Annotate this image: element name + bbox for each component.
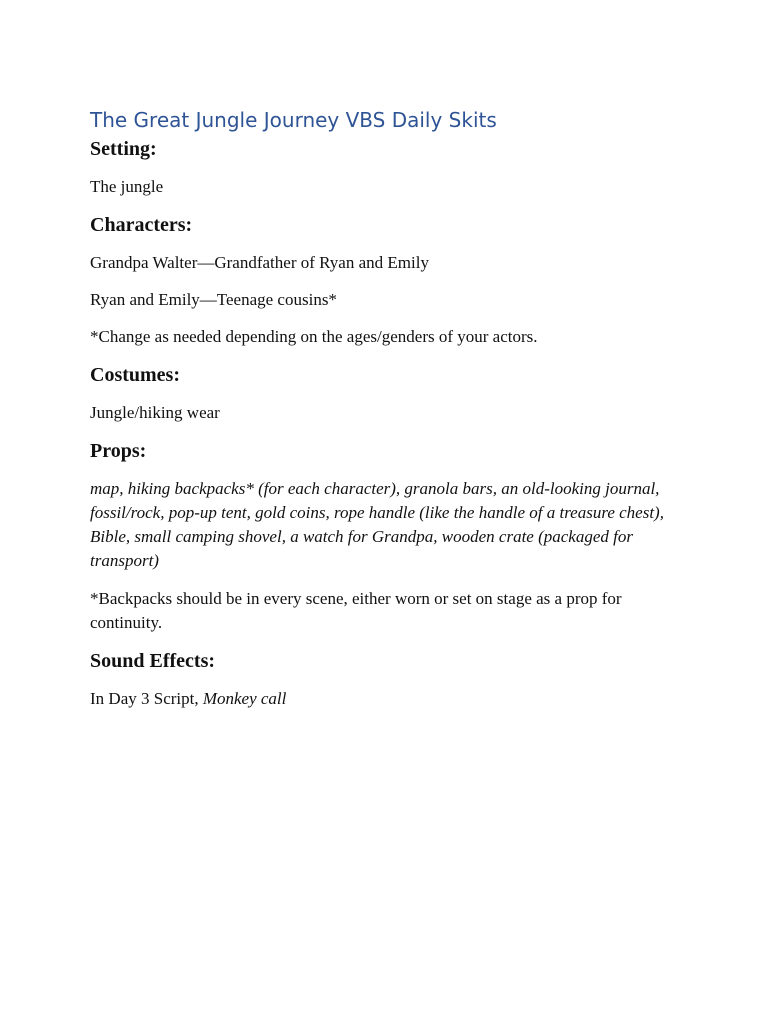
props-note: *Backpacks should be in every scene, either worn or set on stage as a prop for continuity. bbox=[90, 589, 622, 632]
characters-heading: Characters: bbox=[90, 214, 193, 236]
sound-effects-prefix: In Day 3 Script, bbox=[90, 689, 203, 708]
sound-effects-heading: Sound Effects: bbox=[90, 650, 216, 672]
props-heading: Props: bbox=[90, 440, 147, 462]
costumes-heading: Costumes: bbox=[90, 364, 180, 386]
document-title: The Great Jungle Journey VBS Daily Skits bbox=[90, 108, 497, 132]
character-grandpa-line: Grandpa Walter—Grandfather of Ryan and Emily bbox=[90, 253, 429, 272]
props-list: map, hiking backpacks* (for each character), granola bars, an old-looking journal, fossil/rock, pop-up tent, gold coins, rope handle (like the handle of a treasure chest), Bible, small camping shovel, a watch for Grandpa, wooden crate (packaged for transport) bbox=[90, 479, 664, 570]
sound-effect-name: Monkey call bbox=[202, 689, 287, 708]
setting-text: The jungle bbox=[90, 177, 164, 196]
character-cousins-line: Ryan and Emily—Teenage cousins* bbox=[90, 290, 337, 309]
characters-note: *Change as needed depending on the ages/genders of your actors. bbox=[90, 327, 538, 346]
costumes-text: Jungle/hiking wear bbox=[90, 403, 220, 422]
setting-heading: Setting: bbox=[90, 138, 157, 160]
sound-effects-line bbox=[90, 687, 680, 711]
document-body bbox=[90, 106, 680, 711]
